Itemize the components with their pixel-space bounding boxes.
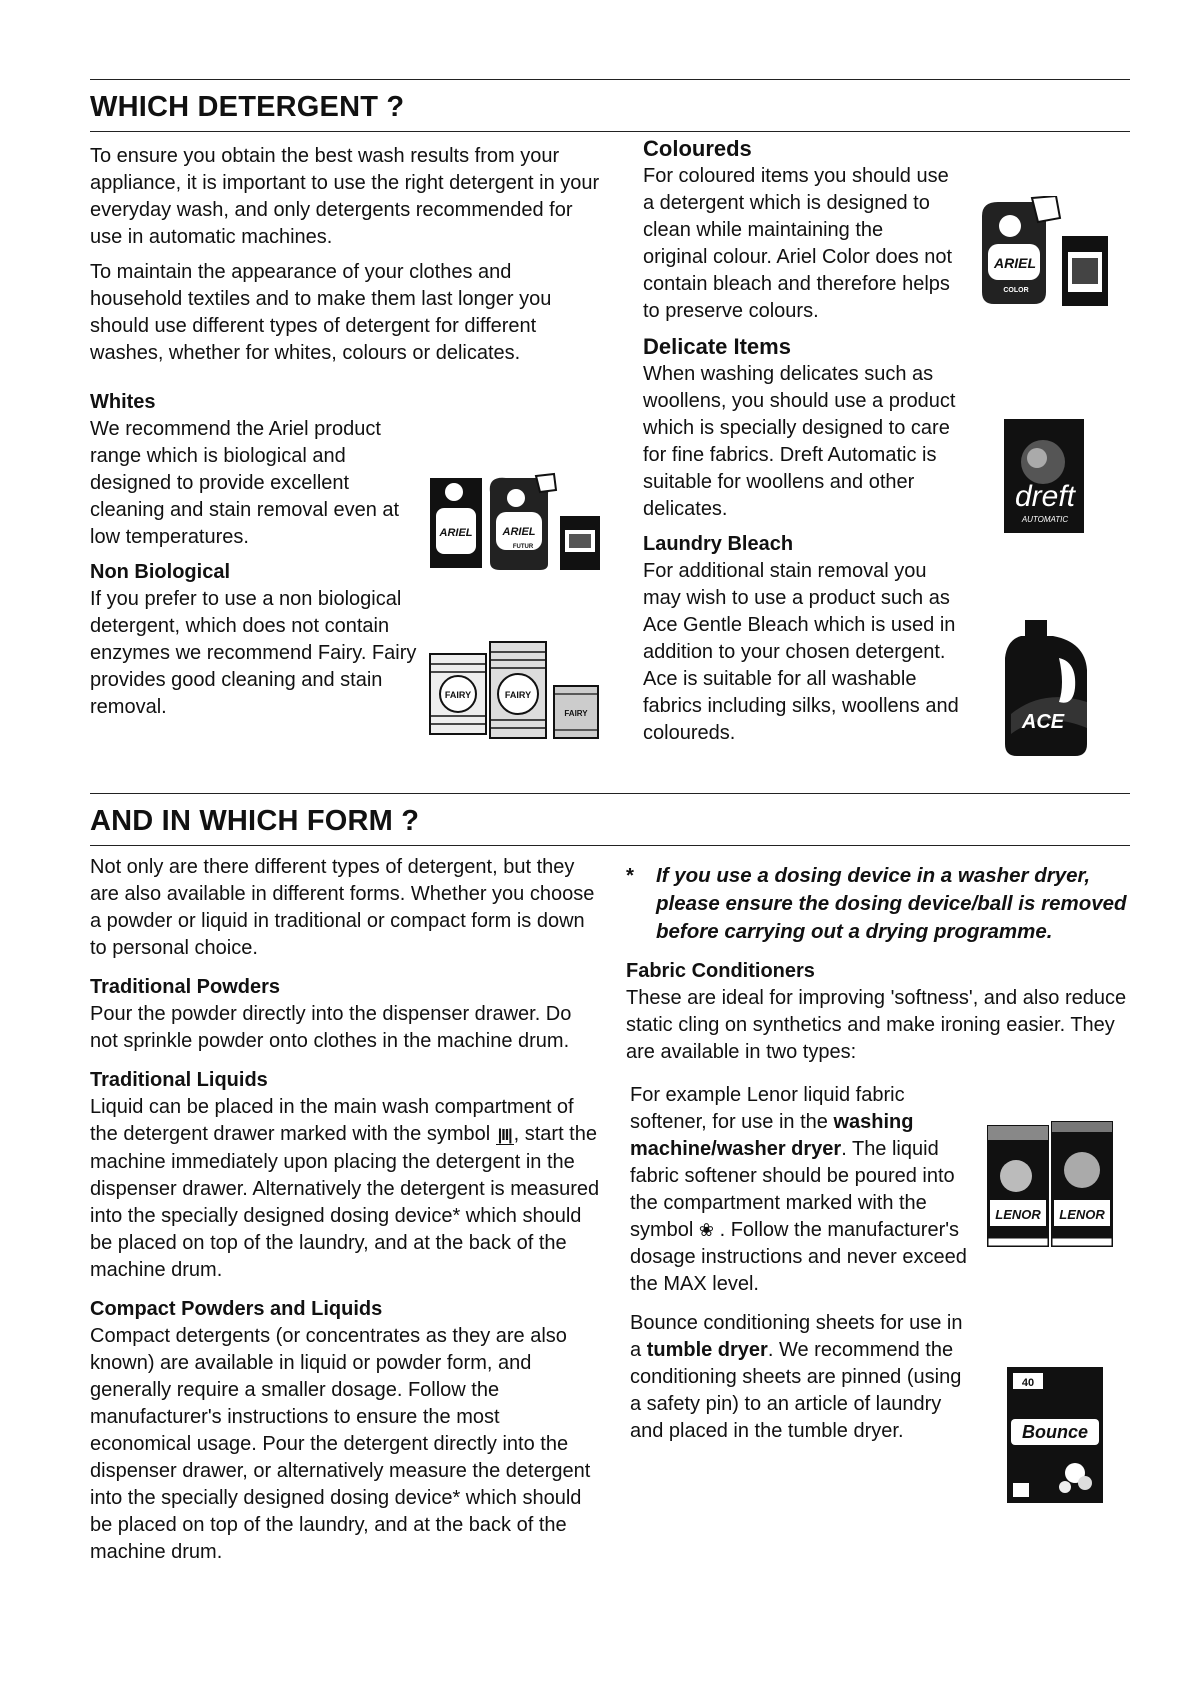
dosing-device-note [626,862,1131,946]
non-bio-block [90,559,420,721]
fairy-small-label: FAIRY [564,709,588,718]
fairy-tub-label: FAIRY [504,690,532,700]
compact-text: Compact detergents (or concentrates as they are also known) are available in liquid or powder form, and generally require a smaller dosage. Follow the manufacturer's instructions to ensure the most economical usage. Pour the detergent directly into the dispenser drawer, or alternatively measure the detergent into the specially designed dosing device* which should be placed on top of the laundry, and at the back of the machine drum. [90,1325,591,1563]
ace-logo-text: ACE [1021,711,1065,733]
trad-powders-text: Pour the powder directly into the dispenser drawer. Do not sprinkle powder onto clothes in the machine drum. [90,1003,572,1052]
note-text: If you use a dosing device in a washer dryer, please ensure the dosing device/ball is removed before carrying out a drying programme. [656,864,1127,943]
lenor-bold: washing machine/washer dryer [630,1111,914,1160]
trad-liquids-text [90,1094,600,1284]
ariel-color-label: ARIEL [994,255,1036,271]
main-wash-symbol: |II| [497,1127,512,1144]
intro-paragraph-1: To ensure you obtain the best wash results from your appliance, it is important to use the right detergent in your everyday wash, and only detergents recommended for use in automatic machines. [90,145,600,248]
lenor-text [626,1082,970,1298]
top-rule [90,79,1130,80]
coloureds-text: For coloured items you should use a detergent which is designed to clean while maintaining the original colour. Ariel Color does not contain bleach and therefore helps to preserve colours. [643,165,953,322]
detergent-left-column [90,143,600,721]
trad-powders-heading: Traditional Powders [90,976,281,998]
whites-heading: Whites [90,391,156,413]
bounce-text [626,1310,970,1445]
section-title-which-form: AND IN WHICH FORM ? [90,805,420,837]
conditioners-text: These are ideal for improving 'softness', and also reduce static cling on synthetics and make ironing easier. They are available in two types: [626,987,1127,1063]
non-bio-text: If you prefer to use a non biological detergent, which does not contain enzymes we recommend Fairy. Fairy provides good cleaning and stain removal. [90,588,417,718]
ariel-color-sub: COLOR [1003,287,1029,294]
fairy-products-image [428,640,608,745]
delicates-heading: Delicate Items [643,334,791,359]
ariel-color-image [978,196,1128,308]
form-intro-text: Not only are there different types of detergent, but they are also available in different forms. Whether you choose a powder or liquid in traditional or compact form is down to personal choice. [90,856,595,959]
trad-liquids-heading: Traditional Liquids [90,1069,268,1091]
ariel-futur-label: FUTUR [512,544,534,550]
lenor-label-1: LENOR [995,1207,1041,1222]
delicates-text: When washing delicates such as woollens, you should use a product which is specially designed to care for fine fabrics. Dreft Automatic is suitable for woollens and other delicates. [643,363,956,520]
bounce-logo: Bounce [1021,1422,1089,1442]
bounce-image [1005,1365,1105,1505]
section-title-which-detergent: WHICH DETERGENT ? [90,91,405,123]
bleach-heading: Laundry Bleach [643,533,794,555]
ariel-products-image [428,472,608,572]
lenor-text-2: . The liquid fabric softener should be poured into the compartment marked with the symbol [630,1138,955,1241]
lenor-text-1: For example Lenor liquid fabric softener, for use in the [630,1084,905,1133]
bounce-text-2: . We recommend the conditioning sheets are pinned (using a safety pin) to an article of laundry and placed in the tumble dryer. [630,1339,962,1442]
lenor-text-3: . Follow the manufacturer's dosage instructions and never exceed the MAX level. [630,1219,967,1295]
dreft-automatic-text: AUTOMATIC [1021,515,1069,524]
whites-text: We recommend the Ariel product range which is biological and designed to provide excellent cleaning and stain removal even at low temperatures. [90,418,400,548]
lenor-products-image [986,1120,1116,1250]
lenor-label-2: LENOR [1059,1207,1105,1222]
bounce-text-1: Bounce conditioning sheets for use in a [630,1312,963,1361]
detergent-right-column [643,135,973,747]
dreft-logo-text: dreft [1014,480,1076,513]
ariel-box-label: ARIEL [439,527,473,539]
ace-bleach-image [1003,618,1089,758]
trad-liquids-text-start: Liquid can be placed in the main wash compartment of the detergent drawer marked with the symbol [90,1096,574,1145]
coloureds-heading: Coloureds [643,136,752,161]
title-underline-2 [90,845,1130,846]
whites-block [90,389,420,551]
softener-symbol: ❀ [698,1220,715,1241]
non-bio-heading: Non Biological [90,561,230,583]
intro-paragraph-2: To maintain the appearance of your clothes and household textiles and to make them last longer you should use different types of detergent for different washes, whether for whites, colours or delicates. [90,261,552,364]
bleach-text: For additional stain removal you may wish to use a product such as Ace Gentle Bleach which is used in addition to your chosen detergent. Ace is suitable for all washable fabrics including silks, woollens and coloureds. [643,560,959,744]
fairy-box-label: FAIRY [444,690,472,700]
ariel-bottle-label: ARIEL [502,526,536,538]
compact-heading: Compact Powders and Liquids [90,1298,383,1320]
form-left-column [90,854,600,1566]
dreft-image [1003,418,1085,534]
bounce-count: 40 [1021,1377,1035,1389]
title-underline-1 [90,131,1130,132]
bounce-bold: tumble dryer [646,1339,768,1361]
section-rule-2 [90,793,1130,794]
conditioners-heading: Fabric Conditioners [626,960,815,982]
trad-liquids-text-end: , start the machine immediately upon placing the detergent in the dispenser drawer. Alternatively the detergent is measured into the specially designed dosing device* which should be placed on top of the laundry, and at the back of the machine drum. [90,1123,600,1281]
note-asterisk: * [626,864,634,887]
